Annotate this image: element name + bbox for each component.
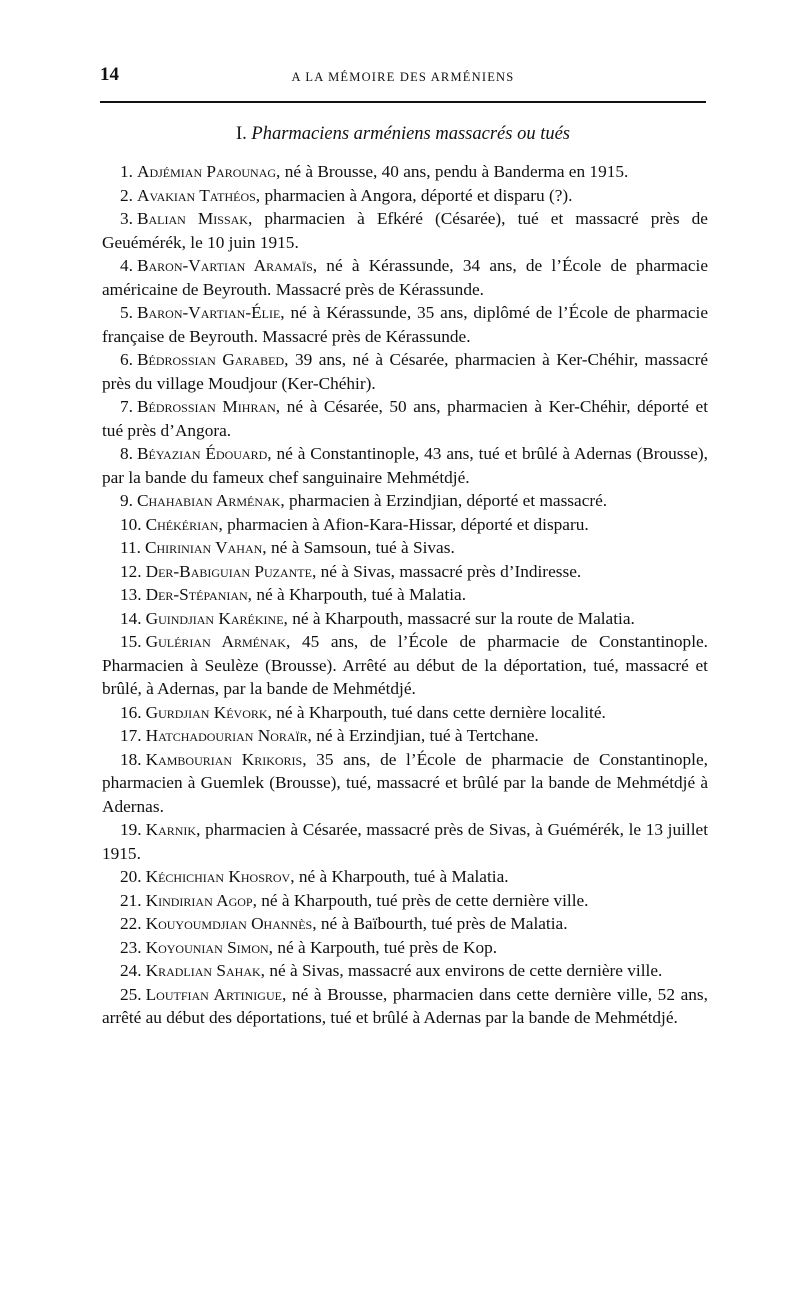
entry-text: né à Kharpouth, tué à Malatia. — [298, 867, 509, 886]
page-number: 14 — [100, 64, 119, 85]
section-heading: Pharmaciens arméniens massacrés ou tués — [251, 124, 570, 144]
entry-name: Kéchichian Khosrov, — [145, 867, 295, 886]
entry-name: Baron-Vartian-Élie, — [136, 303, 285, 322]
entry-number: 22. — [120, 914, 142, 933]
entry-name: Chirinian Vahan, — [144, 538, 267, 557]
entry-number: 24. — [120, 961, 142, 980]
entry-text: né à Kharpouth, tué à Malatia. — [256, 585, 467, 604]
entry-name: Bédrossian Garabed, — [136, 350, 289, 369]
entry-name: Karnik, — [145, 820, 201, 839]
entry-number: 18. — [120, 749, 142, 769]
list-item — [102, 207, 708, 254]
header-rule — [100, 101, 706, 103]
entry-number: 12. — [120, 561, 142, 581]
entry-number: 4. — [120, 256, 133, 275]
entry-text: né à Karpouth, tué près de Kop. — [277, 937, 498, 957]
entry-number: 17. — [120, 726, 142, 745]
entry-number: 9. — [120, 491, 133, 510]
entry-name: Kouyoumdjian Ohannès, — [145, 914, 317, 933]
entry-text: né à Brousse, pharmacien dans cette dernière ville, 52 ans, arrêté au début des déportations, tué et brûlé à Adernas par la bande de Mehmétdjé. — [102, 984, 708, 1027]
entry-text: né à Césarée, 50 ans, pharmacien à Ker-Chéhir, déporté et tué près d’Angora. — [102, 397, 709, 440]
entry-name: Balian Missak, — [136, 209, 253, 228]
entry-text: pharmacien à Afion-Kara-Hissar, déporté et disparu. — [227, 514, 589, 534]
list-item — [102, 607, 708, 631]
list-item — [102, 701, 708, 725]
entry-name: Baron-Vartian Aramaïs, — [136, 256, 318, 275]
running-title: A LA MÉMOIRE DES ARMÉNIENS — [291, 70, 515, 84]
entry-text: né à Kharpouth, massacré sur la route de Malatia. — [292, 608, 635, 628]
entry-text: né à Kharpouth, tué près de cette dernière ville. — [261, 890, 589, 910]
entry-text: 45 ans, de l’École de pharmacie de Constantinople. Pharmacien à Seulèze (Brousse). Arrêté au début de la déportation, tué, massacré et brûlé, à Adernas, par la bande de Mehmétdjé. — [102, 632, 708, 698]
entry-text: 39 ans, né à Césarée, pharmacien à Ker-Chéhir, massacré près du village Moudjour (Ker-Chéhir). — [102, 350, 709, 393]
list-item — [102, 936, 708, 960]
entry-text: né à Erzindjian, tué à Tertchane. — [316, 726, 539, 745]
entry-list — [102, 160, 708, 1030]
entry-name: Gulérian Arménak, — [145, 632, 291, 651]
entry-number: 10. — [120, 514, 142, 534]
entry-name: Gurdjian Kévork, — [145, 702, 272, 722]
entry-number: 21. — [120, 890, 142, 910]
entry-name: Kindirian Agop, — [145, 890, 257, 910]
entry-number: 23. — [120, 937, 142, 957]
list-item — [102, 630, 708, 701]
entry-name: Loutfian Artinigue, — [145, 984, 287, 1004]
entry-number: 19. — [120, 820, 142, 839]
list-item — [102, 983, 708, 1030]
entry-text: né à Baïbourth, tué près de Malatia. — [320, 914, 568, 933]
entry-number: 13. — [120, 585, 142, 604]
entry-text: pharmacien à Efkéré (Césarée), tué et massacré près de Geuémérék, le 10 juin 1915. — [102, 209, 708, 252]
list-item — [102, 513, 708, 537]
entry-text: né à Samsoun, tué à Sivas. — [270, 538, 455, 557]
entry-name: Kradlian Sahak, — [145, 961, 265, 980]
list-item — [102, 254, 708, 301]
entry-number: 16. — [120, 702, 142, 722]
entry-text: né à Kharpouth, tué dans cette dernière localité. — [276, 702, 606, 722]
entry-name: Der-Stépanian, — [145, 585, 253, 604]
list-item — [102, 865, 708, 889]
entry-text: pharmacien à Césarée, massacré près de Sivas, à Guémérék, le 13 juillet 1915. — [102, 820, 708, 863]
entry-name: Guindjian Karékine, — [145, 608, 288, 628]
entry-number: 3. — [120, 209, 133, 228]
entry-name: Avakian Tathéos, — [136, 185, 261, 205]
entry-number: 6. — [120, 350, 133, 369]
entry-text: né à Sivas, massacré près d’Indiresse. — [320, 561, 582, 581]
entry-number: 14. — [120, 608, 142, 628]
list-item — [102, 724, 708, 748]
list-item — [102, 184, 708, 208]
list-item — [102, 560, 708, 584]
entry-name: Koyounian Simon, — [145, 937, 273, 957]
list-item — [102, 160, 708, 184]
section-title — [100, 124, 706, 145]
entry-name: Kambourian Krikoris, — [145, 749, 307, 769]
entry-text: né à Brousse, 40 ans, pendu à Banderma en 1915. — [284, 162, 629, 181]
entry-number: 7. — [120, 397, 133, 416]
list-item — [102, 818, 708, 865]
entry-text: né à Kérassunde, 35 ans, diplômé de l’École de pharmacie française de Beyrouth. Massacré près de Kérassunde. — [102, 303, 708, 346]
list-item — [102, 748, 708, 819]
entry-name: Der-Babiguian Puzante, — [145, 561, 317, 581]
entry-number: 5. — [120, 303, 133, 322]
list-item — [102, 395, 708, 442]
entry-number: 25. — [120, 984, 142, 1004]
entry-number: 2. — [120, 185, 133, 205]
list-item — [102, 442, 708, 489]
page-header — [100, 64, 706, 92]
list-item — [102, 536, 708, 560]
list-item — [102, 583, 708, 607]
entry-text: né à Sivas, massacré aux environs de cette dernière ville. — [269, 961, 663, 980]
section-number: I. — [236, 124, 247, 144]
entry-number: 1. — [120, 162, 133, 181]
list-item — [102, 889, 708, 913]
entry-number: 8. — [120, 444, 133, 463]
list-item — [102, 912, 708, 936]
entry-name: Adjémian Parounag, — [136, 162, 281, 181]
list-item — [102, 959, 708, 983]
list-item — [102, 301, 708, 348]
entry-number: 11. — [120, 538, 141, 557]
entry-number: 20. — [120, 867, 142, 886]
entry-name: Bédrossian Mihran, — [136, 397, 281, 416]
entry-name: Chahabian Arménak, — [136, 491, 285, 510]
entry-name: Hatchadourian Noraïr, — [145, 726, 312, 745]
entry-text: pharmacien à Angora, déporté et disparu (?). — [264, 185, 573, 205]
entry-text: 35 ans, de l’École de pharmacie de Constantinople, pharmacien à Guemlek (Brousse), tué, massacré et brûlé par la bande de Mehmétdjé à Adernas. — [102, 749, 708, 816]
list-item — [102, 489, 708, 513]
entry-name: Béyazian Édouard, — [136, 444, 272, 463]
entry-name: Chékérian, — [145, 514, 223, 534]
entry-text: né à Kérassunde, 34 ans, de l’École de pharmacie américaine de Beyrouth. Massacré près de Kérassunde. — [102, 256, 708, 299]
entry-number: 15. — [120, 632, 142, 651]
entry-text: né à Constantinople, 43 ans, tué et brûlé à Adernas (Brousse), par la bande du fameux chef sanguinaire Mehmétdjé. — [102, 444, 708, 487]
entry-text: pharmacien à Erzindjian, déporté et massacré. — [289, 491, 608, 510]
list-item — [102, 348, 708, 395]
